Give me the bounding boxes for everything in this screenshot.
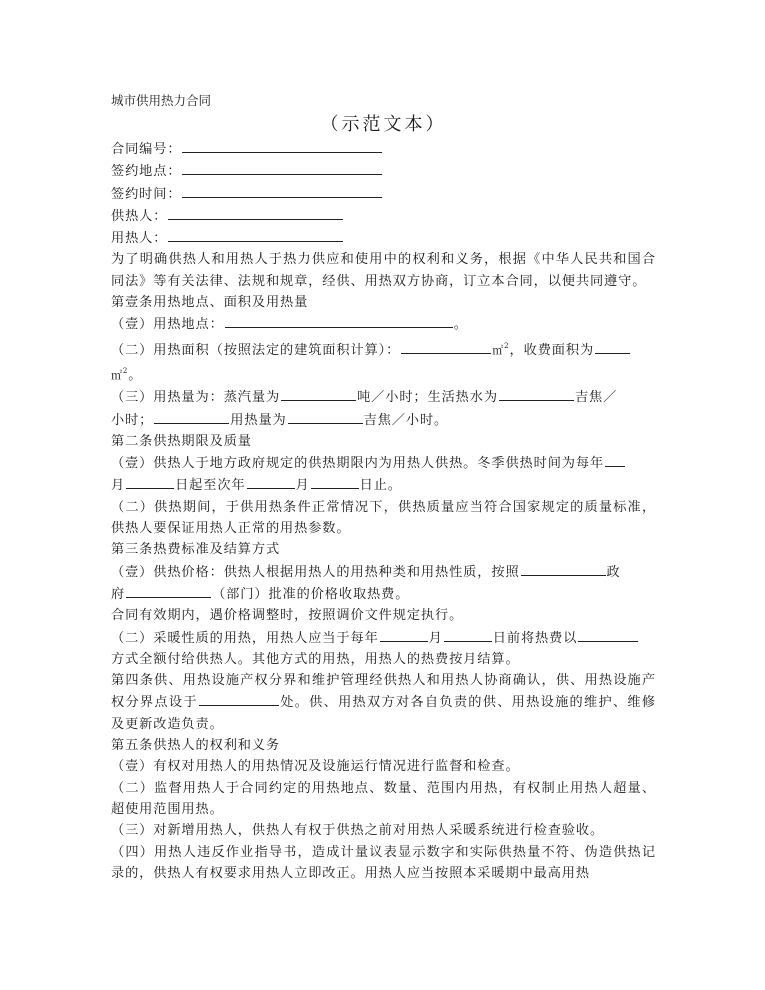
clause-text: （部门）批准的价格收取热费。: [212, 586, 410, 602]
article-3-clause-1: [111, 561, 656, 583]
article-2-clause-1: [111, 452, 656, 474]
clause-text: 月: [428, 630, 443, 646]
clause-text: 日止。: [359, 478, 402, 494]
clause-text: 吉焦／: [574, 390, 618, 406]
field-label: 供热人：: [111, 208, 168, 224]
department-blank[interactable]: [126, 583, 211, 598]
field-contract-number: [111, 138, 656, 160]
unit-superscript: 2: [504, 341, 510, 350]
heat-type-blank[interactable]: [154, 409, 229, 424]
clause-text: （二）用热面积（按照法定的建筑面积计算）：: [111, 342, 401, 358]
heat-location-blank[interactable]: [225, 313, 453, 328]
start-day-blank[interactable]: [126, 474, 174, 489]
clause-text: （壹）供热价格：供热人根据用热人的用热种类和用热性质，按照: [111, 564, 520, 580]
field-heat-supplier: [111, 205, 656, 227]
signing-place-blank[interactable]: [182, 160, 382, 175]
clause-text: ，收费面积为: [509, 342, 595, 358]
field-label: 签约时间：: [111, 186, 182, 202]
clause-text: 月: [111, 478, 126, 494]
article-5-clause-3: （三）对新增用热人，供热人有权于供热之前对用热人采暖系统进行检查验收。: [111, 823, 605, 839]
clause-text: 政: [606, 564, 621, 580]
payment-day-blank[interactable]: [444, 627, 492, 642]
end-day-blank[interactable]: [311, 474, 359, 489]
contract-number-blank[interactable]: [182, 138, 382, 153]
clause-text: 吨／小时；生活热水为: [357, 390, 498, 406]
field-heat-user: [111, 227, 656, 249]
heat-supplier-blank[interactable]: [168, 205, 343, 220]
article-5-heading: 第五条供热人的权利和义务: [111, 738, 281, 754]
article-1-clause-2: [111, 336, 656, 387]
article-1-clause-3-cont: [111, 409, 656, 431]
clause-text: 。: [453, 317, 468, 333]
article-3-heading: 第三条热费标准及结算方式: [111, 542, 281, 558]
clause-text: 日前将热费以: [492, 630, 578, 646]
signing-time-blank[interactable]: [182, 183, 382, 198]
article-1-clause-3: [111, 386, 656, 408]
field-signing-place: [111, 160, 656, 182]
article-3-clause-2-cont: 方式全额付给供热人。其他方式的用热，用热人的热费按月结算。: [111, 651, 520, 667]
heat-user-blank[interactable]: [168, 227, 343, 242]
article-1-heading: 第壹条用热地点、面积及用热量: [111, 295, 309, 311]
article-2-clause-2: （二）供热期间，于供用热条件正常情况下，供热质量应当符合国家规定的质量标准，供热人要保证用热人正常的用热参数。: [111, 499, 656, 537]
preamble-paragraph: 为了明确供热人和用热人于热力供应和使用中的权利和义务，根据《中华人民共和国合同法》等有关法律、法规和规章，经供、用热双方协商，订立本合同，以便共同遵守。: [111, 252, 656, 289]
clause-text: 处。供、用热双方对各自负责的供、用热设施的维护、维修及更新改造负责。: [111, 695, 656, 732]
clause-text: （二）采暖性质的用热，用热人应当于每年: [111, 630, 379, 646]
boundary-point-blank[interactable]: [199, 691, 279, 706]
clause-text: 第四条供、用热设施产权分界和维护管理经供热人和用热人协商确认，供、用热设施产权分界点设于: [111, 673, 656, 711]
article-2-clause-1-cont: [111, 474, 656, 496]
payment-method-blank[interactable]: [578, 627, 638, 642]
clause-text: （壹）用热地点：: [111, 317, 224, 333]
clause-text: 吉焦／小时。: [363, 412, 449, 428]
payment-month-blank[interactable]: [380, 627, 428, 642]
field-label: 签约地点：: [111, 164, 182, 180]
article-4-paragraph: [111, 670, 656, 735]
article-5-clause-1: （壹）有权对用热人的用热情况及设施运行情况进行监督和检查。: [111, 759, 520, 775]
field-label: 用热人：: [111, 231, 168, 247]
document-page: [111, 92, 656, 884]
article-3-clause-2: [111, 627, 656, 649]
article-3-clause-1-cont: [111, 583, 656, 605]
field-signing-time: [111, 183, 656, 205]
article-3-price-adjustment: 合同有效期内，遇价格调整时，按照调价文件规定执行。: [111, 608, 464, 624]
clause-text: 月: [295, 478, 310, 494]
hot-water-blank[interactable]: [499, 386, 574, 401]
article-1-clause-1: [111, 313, 656, 335]
government-blank[interactable]: [521, 561, 606, 576]
unit-superscript: 2: [122, 366, 129, 375]
start-month-blank[interactable]: [605, 452, 625, 467]
unit-square-meter: ㎡: [492, 343, 505, 357]
clause-text: 府: [111, 586, 126, 602]
unit-square-meter: ㎡: [111, 368, 123, 382]
document-title: 城市供用热力合同: [111, 93, 212, 108]
clause-text: 用热量为: [230, 412, 287, 428]
document-subtitle: （示范文本）: [320, 114, 447, 135]
heat-volume-blank[interactable]: [288, 409, 363, 424]
heat-area-blank[interactable]: [401, 339, 491, 354]
clause-text: 日起至次年: [175, 478, 246, 494]
clause-text: 小时；: [111, 412, 154, 428]
steam-volume-blank[interactable]: [281, 386, 356, 401]
charge-area-blank[interactable]: [595, 339, 630, 354]
article-5-clause-4: （四）用热人违反作业指导书，造成计量议表显示数字和实际供热量不符、伪造供热记录的，供热人有权要求用热人立即改正。用热人应当按照本采暖期中最高用热: [111, 844, 656, 881]
clause-text: （三）用热量为：蒸汽量为: [111, 390, 281, 406]
clause-text: 。: [128, 367, 143, 383]
article-2-heading: 第二条供热期限及质量: [111, 433, 252, 449]
article-5-clause-2: （二）监督用热人于合同约定的用热地点、数量、范围内用热，有权制止用热人超量、超使用范围用热。: [111, 780, 656, 817]
clause-text: （壹）供热人于地方政府规定的供热期限内为用热人供热。冬季供热时间为每年: [111, 456, 605, 472]
field-label: 合同编号：: [111, 142, 182, 157]
end-month-blank[interactable]: [247, 474, 295, 489]
